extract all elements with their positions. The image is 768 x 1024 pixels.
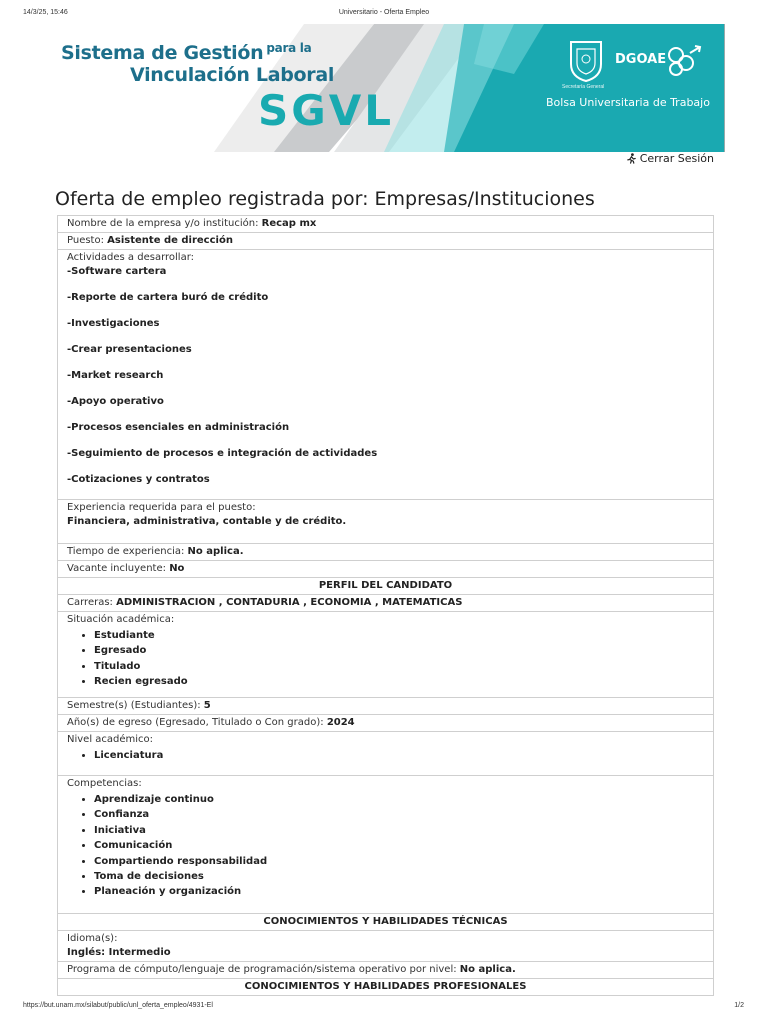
competencies-list xyxy=(67,792,704,900)
activity-item: -Reporte de cartera buró de crédito xyxy=(67,292,269,303)
running-person-icon xyxy=(626,153,637,164)
table-row xyxy=(58,500,714,544)
table-row xyxy=(58,250,714,500)
banner-title-line2: Vinculación Laboral xyxy=(130,64,335,86)
list-item: • Planeación y organización xyxy=(94,884,704,899)
experience-value: Financiera, administrativa, contable y de crédito. xyxy=(67,516,347,527)
list-item: • Egresado xyxy=(94,643,704,658)
logout-label: Cerrar Sesión xyxy=(639,152,714,165)
list-item: • Toma de decisiones xyxy=(94,869,704,884)
professional-skills-header: CONOCIMIENTOS Y HABILIDADES PROFESIONALES xyxy=(58,978,714,995)
activity-item: -Investigaciones xyxy=(67,318,160,329)
table-row xyxy=(58,913,714,930)
sgvl-logo-text: SGVL xyxy=(258,86,394,135)
job-offer-table xyxy=(57,215,714,996)
table-row xyxy=(58,731,714,775)
academic-status-list xyxy=(67,628,704,690)
academic-level-label: Nivel académico: xyxy=(67,733,154,745)
print-page-title: Universitario - Oferta Empleo xyxy=(338,9,430,16)
print-url: https://but.unam.mx/silabut/public/unl_oferta_empleo/4931-El xyxy=(23,1002,213,1009)
logout-link[interactable] xyxy=(626,152,714,165)
semester-label: Semestre(s) (Estudiantes): xyxy=(67,699,201,711)
unam-shield-icon xyxy=(566,39,606,83)
candidate-profile-header: PERFIL DEL CANDIDATO xyxy=(58,578,714,595)
activity-item: -Apoyo operativo xyxy=(67,396,164,407)
activity-item: -Crear presentaciones xyxy=(67,344,192,355)
print-header xyxy=(0,9,768,21)
inclusive-label: Vacante incluyente: xyxy=(67,563,166,574)
experience-label: Experiencia requerida para el puesto: xyxy=(67,502,256,513)
table-row xyxy=(58,612,714,698)
list-item: • Comunicación xyxy=(94,838,704,853)
table-row xyxy=(58,978,714,995)
activity-item: -Cotizaciones y contratos xyxy=(67,474,210,485)
position-label: Puesto: xyxy=(67,235,104,246)
sgvl-banner xyxy=(44,24,725,152)
print-date: 14/3/25, 15:46 xyxy=(23,9,68,16)
company-value: Recap mx xyxy=(261,218,317,229)
table-row xyxy=(58,697,714,714)
list-item: • Licenciatura xyxy=(94,748,704,763)
grad-year-label: Año(s) de egreso (Egresado, Titulado o Con grado): xyxy=(67,716,324,728)
list-item: • Estudiante xyxy=(94,628,704,643)
list-item: • Compartiendo responsabilidad xyxy=(94,854,704,869)
table-row xyxy=(58,595,714,612)
table-row xyxy=(58,544,714,561)
list-item: • Confianza xyxy=(94,807,704,822)
activity-item: -Procesos esenciales en administración xyxy=(67,422,290,433)
activity-item: -Software cartera xyxy=(67,266,167,277)
semester-value: 5 xyxy=(203,699,211,711)
table-row xyxy=(58,561,714,578)
software-label: Programa de cómputo/lenguaje de programación/sistema operativo por nivel: xyxy=(67,963,457,975)
bolsa-trabajo-label: Bolsa Universitaria de Trabajo xyxy=(546,96,710,109)
list-item: • Titulado xyxy=(94,659,704,674)
table-row xyxy=(58,233,714,250)
dgoae-label: DGOAE xyxy=(615,52,667,67)
software-value: No aplica. xyxy=(459,963,516,975)
table-row xyxy=(58,961,714,978)
table-row xyxy=(58,714,714,731)
language-value: Inglés: Intermedio xyxy=(67,946,171,958)
experience-time-label: Tiempo de experiencia: xyxy=(67,546,185,557)
table-row xyxy=(58,216,714,233)
print-footer xyxy=(0,1002,768,1014)
activity-item: -Seguimiento de procesos e integración de actividades xyxy=(67,448,378,459)
list-item: • Aprendizaje continuo xyxy=(94,792,704,807)
activity-item: -Market research xyxy=(67,370,164,381)
language-label: Idioma(s): xyxy=(67,932,118,944)
grad-year-value: 2024 xyxy=(326,716,355,728)
technical-skills-header: CONOCIMIENTOS Y HABILIDADES TÉCNICAS xyxy=(58,913,714,930)
company-label: Nombre de la empresa y/o institución: xyxy=(67,218,259,229)
activities-label: Actividades a desarrollar: xyxy=(67,252,195,263)
academic-status-label: Situación académica: xyxy=(67,614,175,625)
print-page-number: 1/2 xyxy=(734,1002,744,1009)
banner-title-line1: Sistema de Gestión $^{para la}$ xyxy=(61,41,312,64)
inclusive-value: No xyxy=(169,563,185,574)
banner-title-connector: para la xyxy=(266,41,312,55)
table-row xyxy=(58,578,714,595)
careers-value: ADMINISTRACION , CONTADURIA , ECONOMIA , MATEMATICAS xyxy=(116,597,463,608)
page-title: Oferta de empleo registrada por: Empresas/Instituciones xyxy=(55,187,595,210)
academic-level-list xyxy=(67,748,704,763)
table-row xyxy=(58,776,714,914)
secretaria-general-label: Secretaría General xyxy=(562,84,605,90)
experience-time-value: No aplica. xyxy=(187,546,244,557)
competencies-label: Competencias: xyxy=(67,778,142,790)
dgoae-knot-icon xyxy=(664,41,704,81)
table-row xyxy=(58,930,714,961)
careers-label: Carreras: xyxy=(67,597,113,608)
list-item: • Recien egresado xyxy=(94,674,704,689)
position-value: Asistente de dirección xyxy=(107,235,233,246)
list-item: • Iniciativa xyxy=(94,823,704,838)
